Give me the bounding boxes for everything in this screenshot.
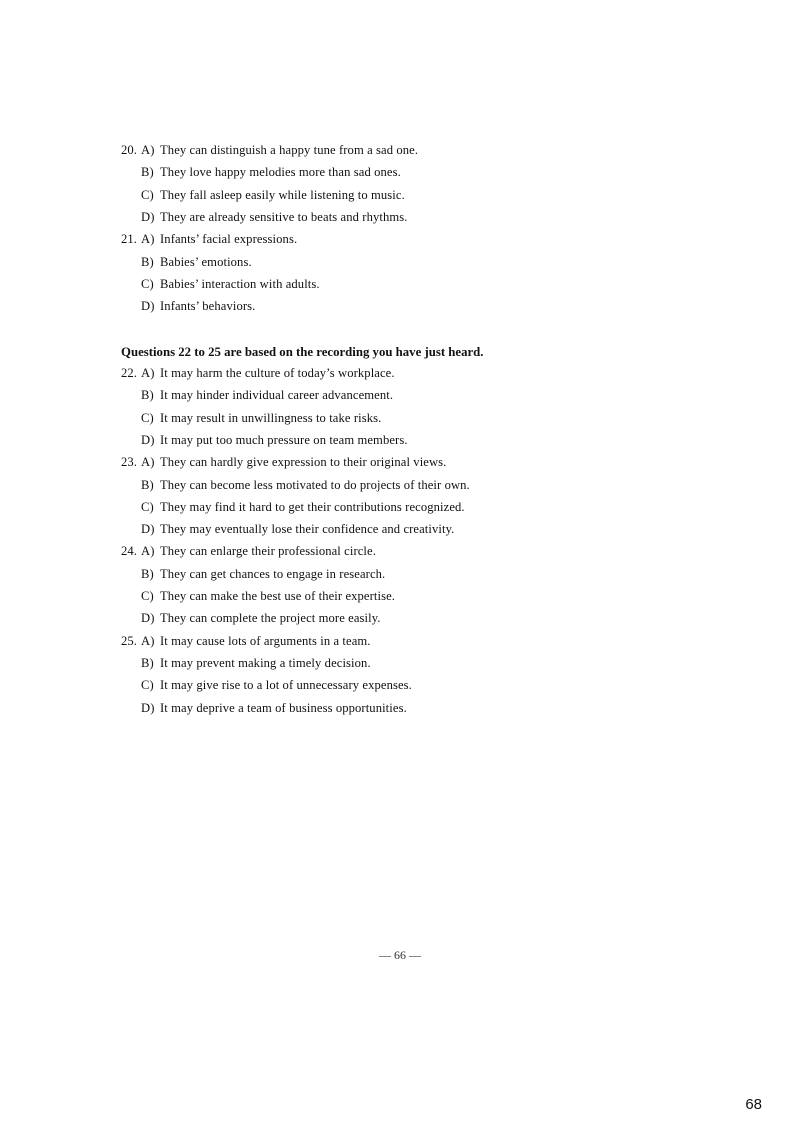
question-number: 24. [121, 544, 138, 559]
option-letter: B) [141, 165, 154, 180]
option-text: It may give rise to a lot of unnecessary expenses. [160, 678, 412, 693]
option-text: They fall asleep easily while listening to music. [160, 187, 405, 202]
option-letter: A) [141, 455, 155, 470]
option-text: They love happy melodies more than sad ones. [160, 165, 401, 180]
option-letter: D) [141, 432, 155, 447]
option-text: Infants’ facial expressions. [160, 232, 298, 247]
question-number: 22. [121, 366, 138, 380]
option-text: It may result in unwillingness to take risks. [160, 410, 382, 425]
option-letter: C) [141, 410, 154, 425]
sheet-number: 68 [745, 1096, 762, 1113]
option-letter: C) [141, 187, 154, 202]
option-letter: B) [141, 566, 154, 581]
option-text: They can distinguish a happy tune from a sad one. [160, 143, 419, 157]
option-letter: D) [141, 611, 155, 626]
option-text: Babies’ interaction with adults. [160, 276, 320, 291]
option-letter: C) [141, 499, 154, 514]
option-letter: B) [141, 655, 154, 670]
question-number: 20. [121, 143, 138, 157]
section-heading: Questions 22 to 25 are based on the recording you have just heard. [121, 345, 484, 359]
option-letter: A) [141, 544, 155, 559]
option-letter: A) [141, 232, 155, 247]
option-letter: B) [141, 477, 154, 492]
option-letter: B) [141, 388, 154, 403]
option-text: It may cause lots of arguments in a team. [160, 633, 371, 648]
question-number: 23. [121, 455, 138, 470]
option-text: It may deprive a team of business opportunities. [160, 700, 407, 715]
option-text: It may harm the culture of today’s workplace. [160, 366, 395, 380]
page-number: — 66 — [379, 948, 421, 962]
question-number: 25. [121, 633, 138, 648]
option-text: It may hinder individual career advancement. [160, 388, 394, 403]
option-letter: A) [141, 633, 155, 648]
option-letter: B) [141, 254, 154, 269]
option-text: They are already sensitive to beats and rhythms. [160, 209, 408, 224]
option-letter: D) [141, 209, 155, 224]
option-letter: D) [141, 299, 155, 314]
option-text: They can enlarge their professional circle. [160, 544, 376, 559]
option-letter: A) [141, 366, 155, 380]
option-text: They can complete the project more easily. [160, 611, 381, 626]
option-text: They may eventually lose their confidence and creativity. [160, 522, 455, 537]
option-letter: A) [141, 143, 155, 157]
option-text: They can hardly give expression to their original views. [160, 455, 447, 470]
option-letter: D) [141, 700, 155, 715]
option-text: They can become less motivated to do projects of their own. [160, 477, 470, 492]
option-letter: D) [141, 522, 155, 537]
option-letter: C) [141, 276, 154, 291]
question-number: 21. [121, 232, 138, 247]
option-letter: C) [141, 589, 154, 603]
option-text: It may put too much pressure on team members. [160, 432, 408, 447]
option-text: They can get chances to engage in research. [160, 566, 386, 581]
option-text: They may find it hard to get their contributions recognized. [160, 499, 465, 514]
option-text: They can make the best use of their expertise. [160, 589, 396, 603]
option-letter: C) [141, 678, 154, 693]
option-text: Infants’ behaviors. [160, 299, 256, 314]
option-text: It may prevent making a timely decision. [160, 655, 371, 670]
option-text: Babies’ emotions. [160, 254, 252, 269]
